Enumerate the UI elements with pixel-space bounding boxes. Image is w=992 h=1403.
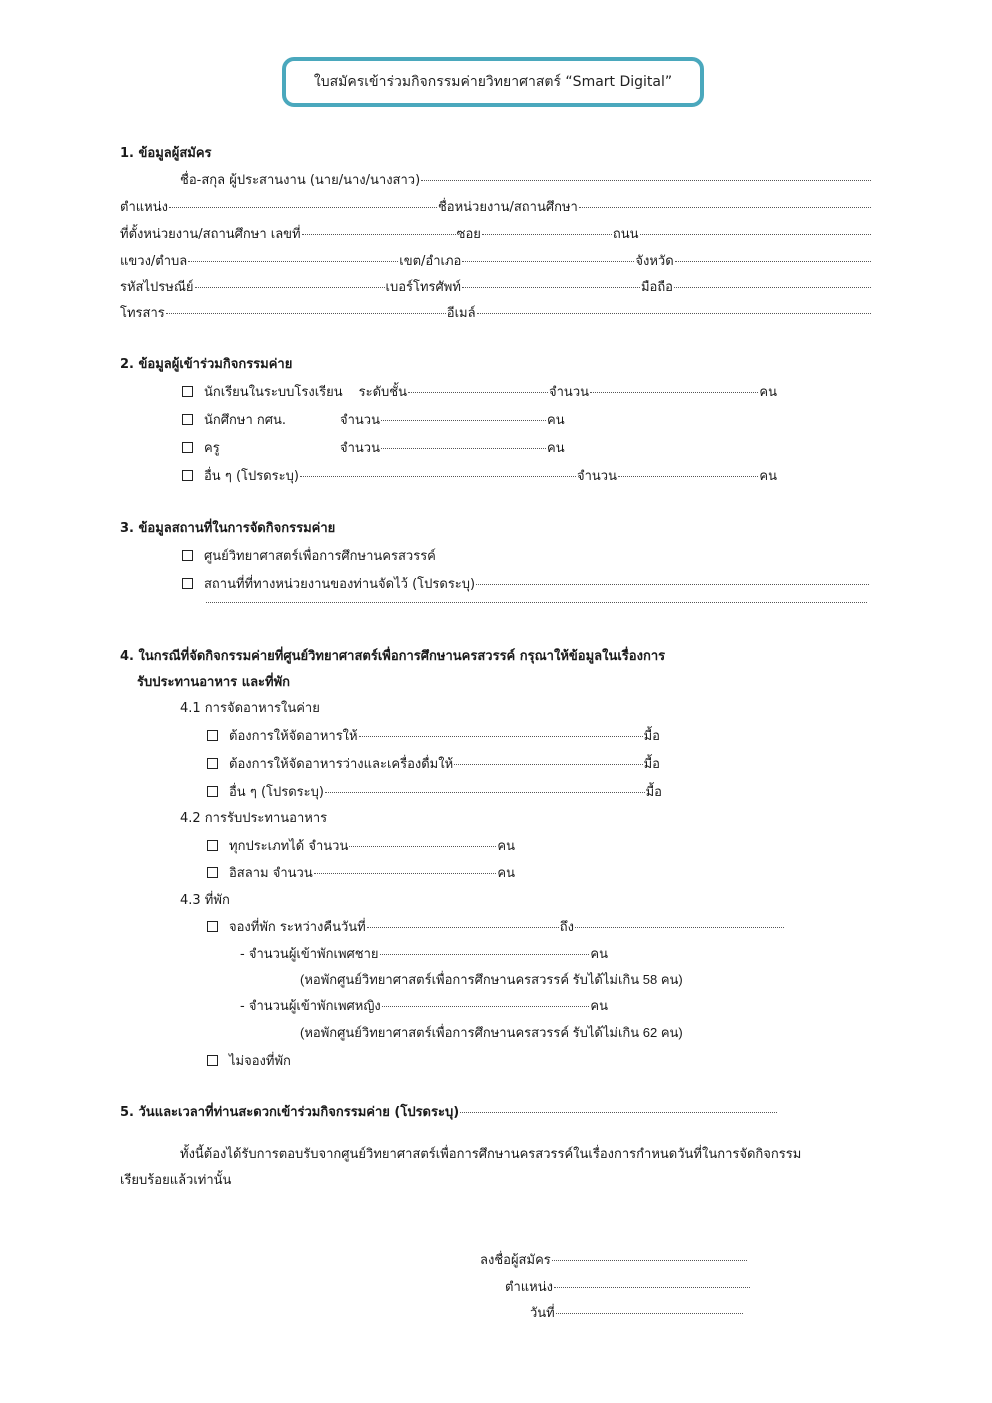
venue-own-continued	[205, 604, 868, 606]
postcode-input[interactable]	[195, 286, 385, 288]
venue-own-option: สถานที่ที่ทางหน่วยงานของท่านจัดไว้ (โปรดระบุ)	[182, 576, 870, 594]
no-lodging-option: ไม่จองที่พัก	[207, 1053, 291, 1071]
section5-row: 5. วันและเวลาที่ท่านสะดวกเข้าร่วมกิจกรรมค่าย (โปรดระบุ)	[120, 1104, 778, 1122]
halal-food-checkbox[interactable]	[207, 867, 218, 878]
position-input[interactable]	[169, 206, 437, 208]
sign-date-input[interactable]	[556, 1312, 743, 1314]
contact-row: รหัสไปรษณีย์ เบอร์โทรศัพท์ มือถือ	[120, 279, 872, 297]
teachers-checkbox[interactable]	[182, 442, 193, 453]
signature-row: ลงชื่อผู้สมัคร	[480, 1252, 748, 1270]
form-title-box	[282, 57, 704, 107]
no-lodging-checkbox[interactable]	[207, 1055, 218, 1066]
email-input[interactable]	[477, 312, 871, 314]
nfe-students-amount-input[interactable]	[381, 419, 546, 421]
section2-heading: 2. ข้อมูลผู้เข้าร่วมกิจกรรมค่าย	[120, 357, 293, 372]
location-row: แขวง/ตำบล เขต/อำเภอ จังหวัด	[120, 253, 872, 271]
phone-input[interactable]	[462, 286, 640, 288]
sub41-heading: 4.1 การจัดอาหารในค่าย	[180, 701, 320, 716]
meals-input[interactable]	[359, 735, 643, 737]
male-capacity-note: (หอพักศูนย์วิทยาศาสตร์เพื่อการศึกษานครสวรรค์ รับได้ไม่เกิน 58 คน)	[300, 972, 683, 987]
preferred-date-input[interactable]	[460, 1111, 777, 1113]
coordinator-name-input[interactable]	[421, 179, 871, 181]
other-participants-option: อื่น ๆ (โปรดระบุ) จำนวน คน	[182, 468, 777, 486]
snacks-checkbox[interactable]	[207, 758, 218, 769]
other-meals-input[interactable]	[325, 791, 645, 793]
section3-heading: 3. ข้อมูลสถานที่ในการจัดกิจกรรมค่าย	[120, 521, 336, 536]
signature-input[interactable]	[552, 1259, 747, 1261]
snacks-option: ต้องการให้จัดอาหารว่างและเครื่องดื่มให้ มื้อ	[207, 756, 660, 774]
teachers-amount-input[interactable]	[381, 447, 546, 449]
snacks-input[interactable]	[454, 763, 642, 765]
address-row: ที่ตั้งหน่วยงาน/สถานศึกษา เลขที่ ซอย ถนน	[120, 226, 872, 244]
other-participants-input[interactable]	[300, 475, 576, 477]
nfe-students-checkbox[interactable]	[182, 414, 193, 425]
other-participants-checkbox[interactable]	[182, 470, 193, 481]
halal-food-amount-input[interactable]	[314, 872, 497, 874]
nfe-students-option: นักศึกษา กศน. จำนวน คน	[182, 412, 565, 430]
level-input[interactable]	[408, 391, 548, 393]
other-meals-checkbox[interactable]	[207, 786, 218, 797]
position-org-row: ตำแหน่ง ชื่อหน่วยงาน/สถานศึกษา	[120, 199, 872, 217]
section1-heading: 1. ข้อมูลผู้สมัคร	[120, 146, 212, 161]
venue-own-checkbox[interactable]	[182, 578, 193, 589]
male-count-row: - จำนวนผู้เข้าพักเพศชาย คน	[240, 947, 608, 962]
other-meals-option: อื่น ๆ (โปรดระบุ) มื้อ	[207, 784, 662, 802]
checkin-date-input[interactable]	[367, 926, 559, 928]
district-input[interactable]	[462, 260, 634, 262]
mobile-input[interactable]	[674, 286, 871, 288]
school-students-amount-input[interactable]	[590, 391, 758, 393]
venue-center-checkbox[interactable]	[182, 550, 193, 561]
soi-input[interactable]	[482, 233, 612, 235]
venue-own-input[interactable]	[476, 583, 869, 585]
female-count-input[interactable]	[382, 1005, 590, 1007]
all-food-option: ทุกประเภทได้ จำนวน คน	[207, 838, 515, 856]
venue-center-option: ศูนย์วิทยาศาสตร์เพื่อการศึกษานครสวรรค์	[182, 548, 436, 566]
fax-input[interactable]	[166, 312, 446, 314]
road-input[interactable]	[640, 233, 871, 235]
all-food-checkbox[interactable]	[207, 840, 218, 851]
school-students-option: นักเรียนในระบบโรงเรียน ระดับชั้น จำนวน คน	[182, 384, 777, 402]
sign-date-row: วันที่	[530, 1305, 744, 1323]
female-capacity-note: (หอพักศูนย์วิทยาศาสตร์เพื่อการศึกษานครสวรรค์ รับได้ไม่เกิน 62 คน)	[300, 1025, 683, 1040]
book-lodging-option: จองที่พัก ระหว่างคืนวันที่ ถึง	[207, 919, 785, 937]
meals-option: ต้องการให้จัดอาหารให้ มื้อ	[207, 728, 660, 746]
checkout-date-input[interactable]	[575, 926, 784, 928]
all-food-amount-input[interactable]	[349, 845, 496, 847]
signer-position-input[interactable]	[554, 1286, 750, 1288]
other-participants-amount-input[interactable]	[618, 475, 758, 477]
sub43-heading: 4.3 ที่พัก	[180, 893, 230, 908]
venue-own-input-line2[interactable]	[206, 601, 867, 603]
book-lodging-checkbox[interactable]	[207, 921, 218, 932]
signer-position-row: ตำแหน่ง	[505, 1279, 751, 1297]
section4-heading-line2: รับประทานอาหาร และที่พัก	[137, 675, 291, 690]
teachers-option: ครู จำนวน คน	[182, 440, 565, 458]
female-count-row: - จำนวนผู้เข้าพักเพศหญิง คน	[240, 999, 608, 1014]
note-line2: เรียบร้อยแล้วเท่านั้น	[120, 1173, 232, 1188]
school-students-checkbox[interactable]	[182, 386, 193, 397]
subdistrict-input[interactable]	[188, 260, 398, 262]
address-no-input[interactable]	[302, 233, 456, 235]
note-line1: ทั้งนี้ต้องได้รับการตอบรับจากศูนย์วิทยาศาสตร์เพื่อการศึกษานครสวรรค์ในเรื่องการกำหนดวันที่ในการจัดกิจกรรม	[180, 1147, 802, 1162]
section4-heading-line1: 4. ในกรณีที่จัดกิจกรรมค่ายที่ศูนย์วิทยาศาสตร์เพื่อการศึกษานครสวรรค์ กรุณาให้ข้อมูลในเรื่องการ	[120, 649, 666, 664]
halal-food-option: อิสลาม จำนวน คน	[207, 865, 515, 883]
fax-email-row: โทรสาร อีเมล์	[120, 305, 872, 323]
male-count-input[interactable]	[380, 953, 590, 955]
coordinator-name-field[interactable]: ชื่อ-สกุล ผู้ประสานงาน (นาย/นาง/นางสาว)	[180, 172, 872, 190]
meals-checkbox[interactable]	[207, 730, 218, 741]
form-title: ใบสมัครเข้าร่วมกิจกรรมค่ายวิทยาศาสตร์ “Smart Digital”	[313, 74, 673, 90]
org-name-input[interactable]	[579, 206, 871, 208]
sub42-heading: 4.2 การรับประทานอาหาร	[180, 811, 328, 826]
province-input[interactable]	[675, 260, 871, 262]
